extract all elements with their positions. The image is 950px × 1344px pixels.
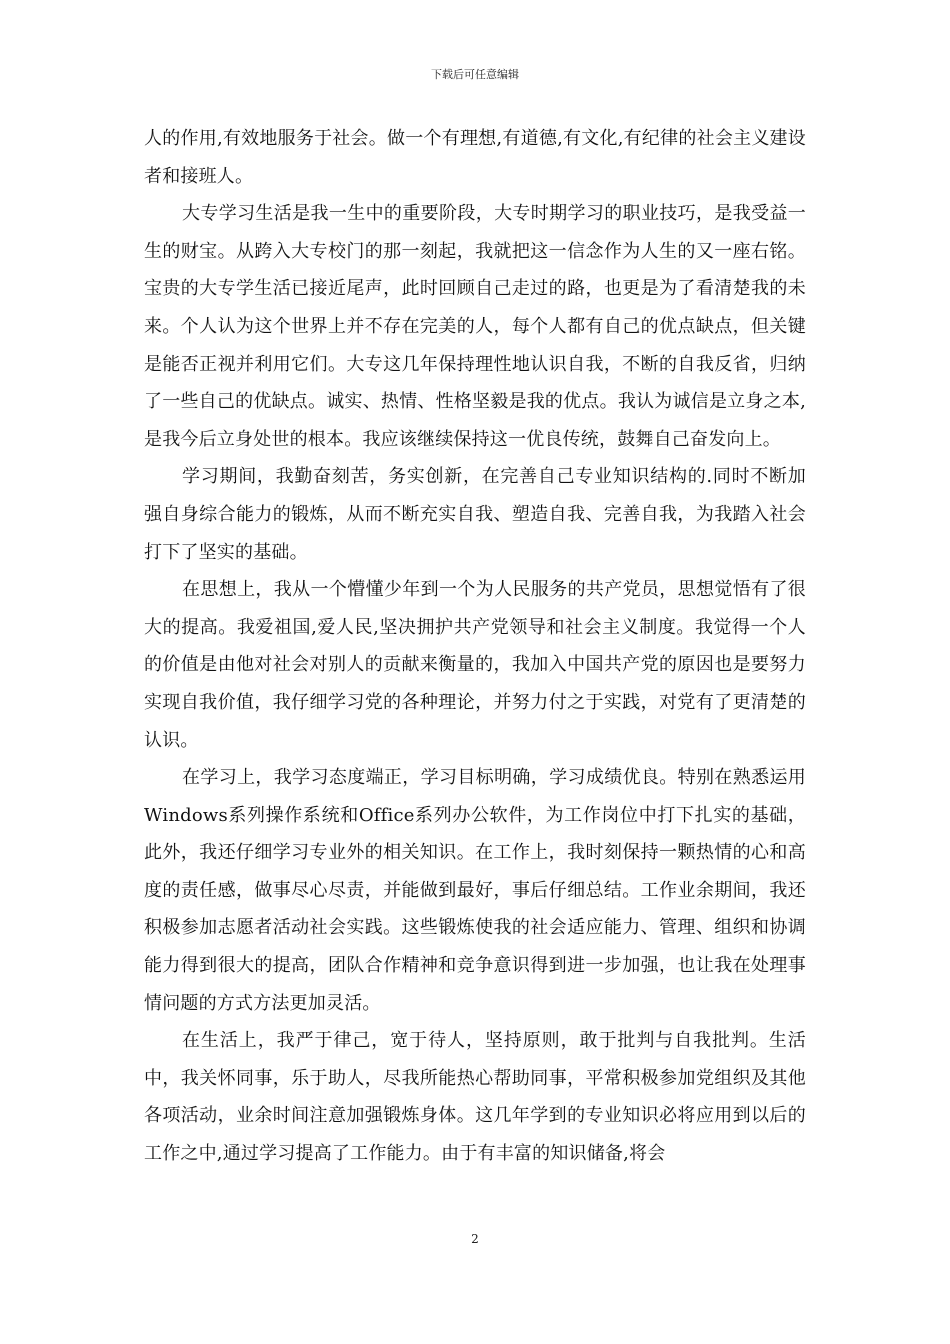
paragraph: 在思想上，我从一个懵懂少年到一个为人民服务的共产党员，思想觉悟有了很大的提高。我爱祖国,爱人民,坚决拥护共产党领导和社会主义制度。我觉得一个人的价值是由他对社会对别人的贡献来衡量的，我加入中国共产党的原因也是要努力实现自我价值，我仔细学习党的各种理论，并努力付之于实践，对党有了更清楚的认识。	[144, 579, 806, 751]
document-body	[144, 120, 806, 1173]
paragraph: 大专学习生活是我一生中的重要阶段，大专时期学习的职业技巧，是我受益一生的财宝。从跨入大专校门的那一刻起，我就把这一信念作为人生的又一座右铭。宝贵的大专学生活已接近尾声，此时回顾自己走过的路，也更是为了看清楚我的未来。个人认为这个世界上并不存在完美的人，每个人都有自己的优点缺点，但关键是能否正视并利用它们。大专这几年保持理性地认识自我，不断的自我反省，归纳了一些自己的优缺点。诚实、热情、性格坚毅是我的优点。我认为诚信是立身之本,是我今后立身处世的根本。我应该继续保持这一优良传统，鼓舞自己奋发向上。	[144, 203, 806, 450]
paragraph: 学习期间，我勤奋刻苦，务实创新，在完善自己专业知识结构的.同时不断加强自身综合能力的锻炼，从而不断充实自我、塑造自我、完善自我，为我踏入社会打下了坚实的基础。	[144, 466, 806, 563]
paragraph: 在学习上，我学习态度端正，学习目标明确，学习成绩优良。特别在熟悉运用Windows系列操作系统和Office系列办公软件，为工作岗位中打下扎实的基础，此外，我还仔细学习专业外的相关知识。在工作上，我时刻保持一颗热情的心和高度的责任感，做事尽心尽责，并能做到最好，事后仔细总结。工作业余期间，我还积极参加志愿者活动社会实践。这些锻炼使我的社会适应能力、管理、组织和协调能力得到很大的提高，团队合作精神和竞争意识得到进一步加强，也让我在处理事情问题的方式方法更加灵活。	[144, 767, 806, 1014]
paragraph: 在生活上，我严于律己，宽于待人，坚持原则，敢于批判与自我批判。生活中，我关怀同事，乐于助人，尽我所能热心帮助同事，平常积极参加党组织及其他各项活动，业余时间注意加强锻炼身体。这几年学到的专业知识必将应用到以后的工作之中,通过学习提高了工作能力。由于有丰富的知识储备,将会	[144, 1030, 806, 1165]
paragraph: 人的作用,有效地服务于社会。做一个有理想,有道德,有文化,有纪律的社会主义建设者和接班人。	[144, 128, 806, 187]
page-number: 2	[471, 1232, 479, 1246]
page-header: 下载后可任意编辑	[431, 68, 519, 81]
